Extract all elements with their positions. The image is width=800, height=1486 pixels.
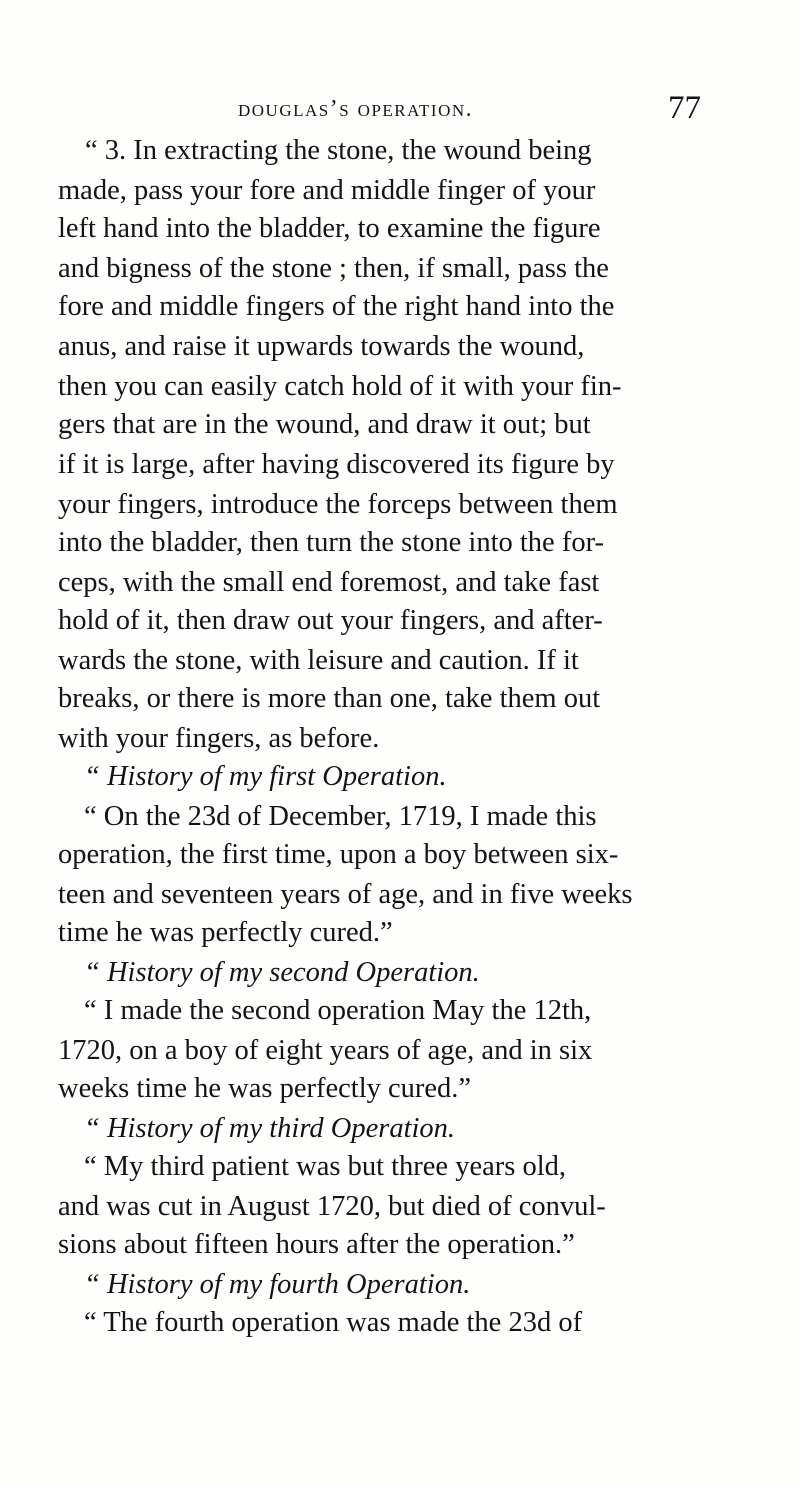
text-line: hold of it, then draw out your fingers, and after- xyxy=(58,605,603,636)
text-line: 1720, on a boy of eight years of age, and in six xyxy=(58,1035,593,1066)
text-line: gers that are in the wound, and draw it out; but xyxy=(58,409,591,440)
text-line: then you can easily catch hold of it with your fin- xyxy=(58,371,622,402)
text-line: time he was perfectly cured.” xyxy=(58,917,393,948)
text-line: weeks time he was perfectly cured.” xyxy=(58,1073,472,1104)
text-line: wards the stone, with leisure and caution. If it xyxy=(58,645,579,676)
text-line: “ 3. In extracting the stone, the wound being xyxy=(85,135,592,166)
text-line: “ My third patient was but three years old, xyxy=(84,1151,566,1182)
text-line: made, pass your fore and middle finger of your xyxy=(58,175,596,206)
text-line: “ The fourth operation was made the 23d of xyxy=(84,1307,583,1338)
text-line: fore and middle fingers of the right hand into the xyxy=(58,291,615,322)
text-line: left hand into the bladder, to examine the figure xyxy=(58,213,601,244)
text-line: ceps, with the small end foremost, and take fast xyxy=(58,567,600,598)
text-line: operation, the first time, upon a boy between six- xyxy=(58,839,619,870)
text-line: if it is large, after having discovered its figure by xyxy=(58,449,615,480)
section-heading: “ History of my fourth Operation. xyxy=(84,1269,471,1300)
text-line: and bigness of the stone ; then, if small, pass the xyxy=(58,253,609,284)
text-line: anus, and raise it upwards towards the wound, xyxy=(58,331,585,362)
text-line: “ On the 23d of December, 1719, I made this xyxy=(84,801,597,832)
text-line: sions about fifteen hours after the operation.” xyxy=(58,1229,575,1260)
text-line: breaks, or there is more than one, take them out xyxy=(58,683,601,714)
page-number: 77 xyxy=(668,90,701,126)
page-header xyxy=(0,90,800,130)
text-line: teen and seventeen years of age, and in five weeks xyxy=(58,879,633,910)
text-line: with your fingers, as before. xyxy=(58,723,380,754)
text-line: into the bladder, then turn the stone into the for- xyxy=(58,527,604,558)
section-heading: “ History of my third Operation. xyxy=(84,1113,456,1144)
running-head: douglas’s operation. xyxy=(238,96,474,122)
text-line: your fingers, introduce the forceps between them xyxy=(58,489,618,520)
section-heading: “ History of my first Operation. xyxy=(84,761,447,792)
text-line: “ I made the second operation May the 12th, xyxy=(84,995,592,1026)
text-line: and was cut in August 1720, but died of convul- xyxy=(58,1191,606,1222)
section-heading: “ History of my second Operation. xyxy=(84,957,480,988)
